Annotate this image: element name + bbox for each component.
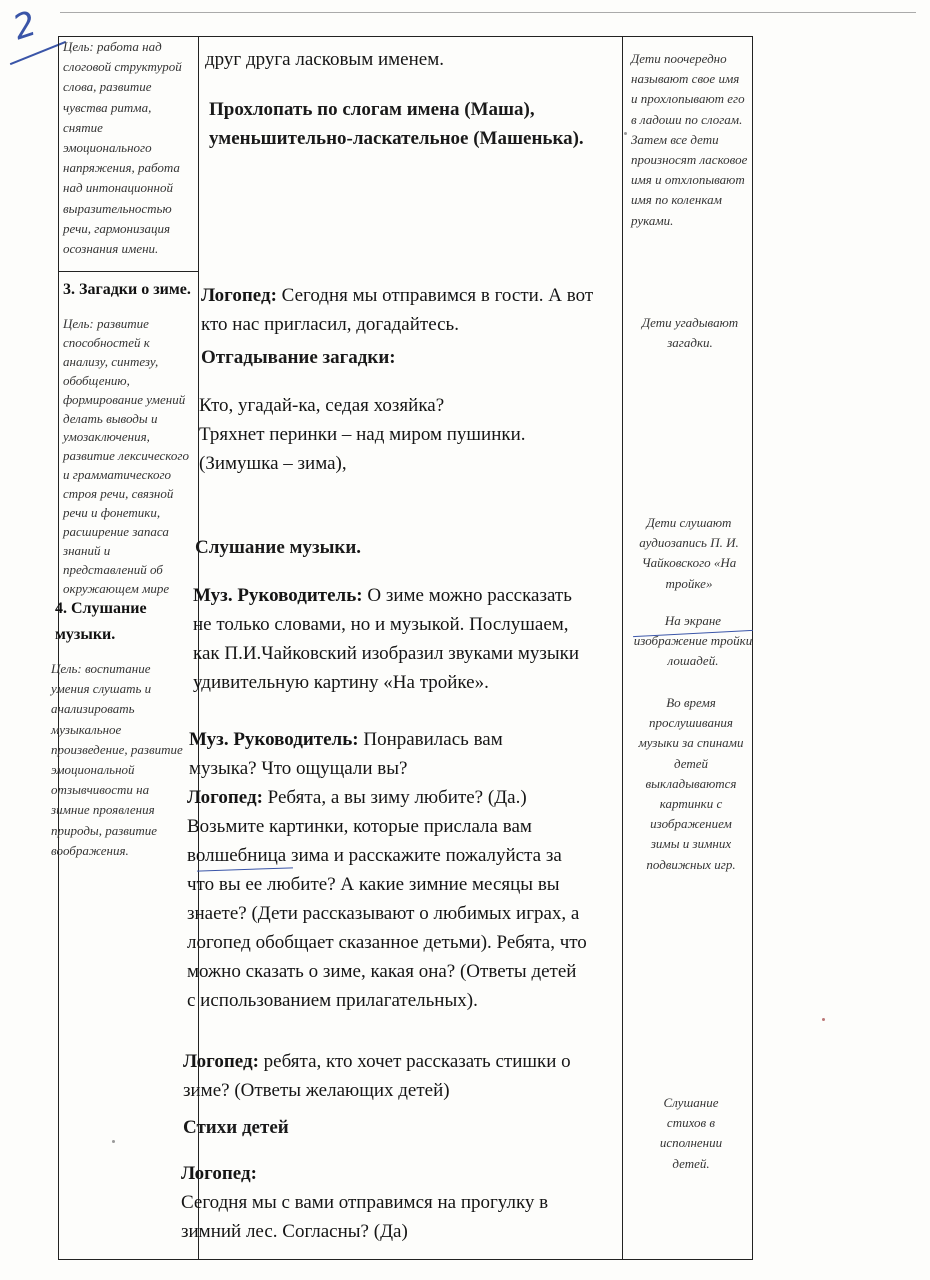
- riddle-heading: Отгадывание загадки:: [201, 347, 396, 368]
- riddle-line-1: Кто, угадай-ка, седая хозяйка?: [199, 395, 445, 416]
- handwritten-page-number: 2: [8, 3, 42, 49]
- paper-speck: [112, 1140, 115, 1143]
- speech-text: Сегодня мы отправимся в гости. А вот кто нас пригласил, догадайтесь.: [201, 285, 594, 335]
- activity-riddles: Дети угадывают загадки.: [641, 315, 739, 351]
- clap-syllables-instruction: Прохлопать по слогам имена (Маша), уменьшительно-ласкательное (Машенька).: [209, 99, 584, 149]
- speech-text: О зиме можно рассказать не только словами, но и музыкой. Послушаем, как П.И.Чайковский изобразил звуками музыки удивительную картину «На тройке».: [193, 585, 580, 693]
- speaker-label: Муз. Руководитель:: [193, 585, 363, 606]
- speech-text: Сегодня мы с вами отправимся на прогулку в зимний лес. Согласны? (Да): [181, 1192, 549, 1242]
- content-column: [181, 37, 623, 1260]
- poems-heading: Стихи детей: [183, 1117, 289, 1138]
- page-top-edge: [60, 12, 916, 13]
- activity-poems: Слушание стихов в исполнении детей.: [659, 1095, 723, 1171]
- goal-name-rhythm: Цель: работа над слоговой структурой слова, развитие чувства ритма, снятие эмоционального напряжения, работа над интонационной выразительностью речи, гармонизация осознания имени.: [63, 39, 182, 257]
- speech-text: Ребята, а вы зиму любите? (Да.) Возьмите картинки, которые прислала вам волшебница зима и расскажите пожалуйста за что вы ее любите? А какие зимние месяцы вы знаете? (Дети рассказывают о любимых играх, а логопед обобщает сказанное детьми). Ребята, что можно сказать о зиме, какая она? (Ответы детей с использованием прилагательных).: [187, 787, 587, 1011]
- activity-names-clapping: Дети поочередно называют свое имя и прохлопывают его в ладоши по слогам. Затем все дети произносят ласковое имя и отхлопывают имя по коленкам руками.: [631, 51, 748, 228]
- stage-title-riddles: 3. Загадки о зиме.: [63, 281, 191, 298]
- speaker-label: Логопед:: [187, 787, 263, 808]
- speaker-label: Муз. Руководитель:: [189, 729, 359, 750]
- stage-divider: [59, 271, 199, 272]
- speech-therapist-line-4: [181, 1159, 593, 1246]
- greeting-text: друг друга ласковым именем.: [205, 49, 444, 70]
- riddle-text: [199, 391, 613, 478]
- music-director-line-2: [189, 725, 559, 783]
- speech-text: ребята, кто хочет рассказать стишки о зиме? (Ответы желающих детей): [183, 1051, 571, 1101]
- speaker-label: Логопед:: [183, 1051, 259, 1072]
- music-director-line-1: [193, 581, 583, 697]
- speaker-label: Логопед:: [181, 1163, 257, 1184]
- paper-speck: [624, 132, 627, 135]
- speech-therapist-line-2: [187, 783, 589, 1015]
- stage-title-music: 4. Слушание музыки.: [55, 600, 147, 643]
- stage-column: [51, 37, 199, 1260]
- speech-therapist-line-1: [201, 281, 613, 339]
- activity-column: [623, 37, 753, 1260]
- riddle-line-3: (Зимушка – зима),: [199, 453, 347, 474]
- paper-speck: [822, 1018, 825, 1021]
- speech-therapist-line-3: [183, 1047, 593, 1105]
- speaker-label: Логопед:: [201, 285, 277, 306]
- activity-screen-image: На экране изображение тройки лошадей.: [633, 613, 753, 669]
- activity-audio: Дети слушают аудиозапись П. И. Чайковского «На тройке»: [639, 515, 739, 591]
- lesson-plan-table: [51, 36, 753, 1260]
- activity-pictures: Во время прослушивания музыки за спинами детей выкладываются картинки с изображением зимы и зимних подвижных игр.: [638, 695, 744, 872]
- goal-riddles: Цель: развитие способностей к анализу, синтезу, обобщению, формирование умений делать выводы и умозаключения, развитие лексического и грамматического строя речи, связной речи и фонетики, расширение запаса знаний и представлений об окружающем мире: [63, 316, 189, 596]
- speech-text: Понравилась вам музыка? Что ощущали вы?: [189, 729, 503, 779]
- riddle-line-2: Тряхнет перинки – над миром пушинки.: [199, 424, 526, 445]
- goal-music: Цель: воспитание умения слушать и анализировать музыкальное произведение, развитие эмоциональной отзывчивости на зимние проявления природы, развитие воображения.: [51, 661, 183, 858]
- music-heading: Слушание музыки.: [195, 537, 362, 558]
